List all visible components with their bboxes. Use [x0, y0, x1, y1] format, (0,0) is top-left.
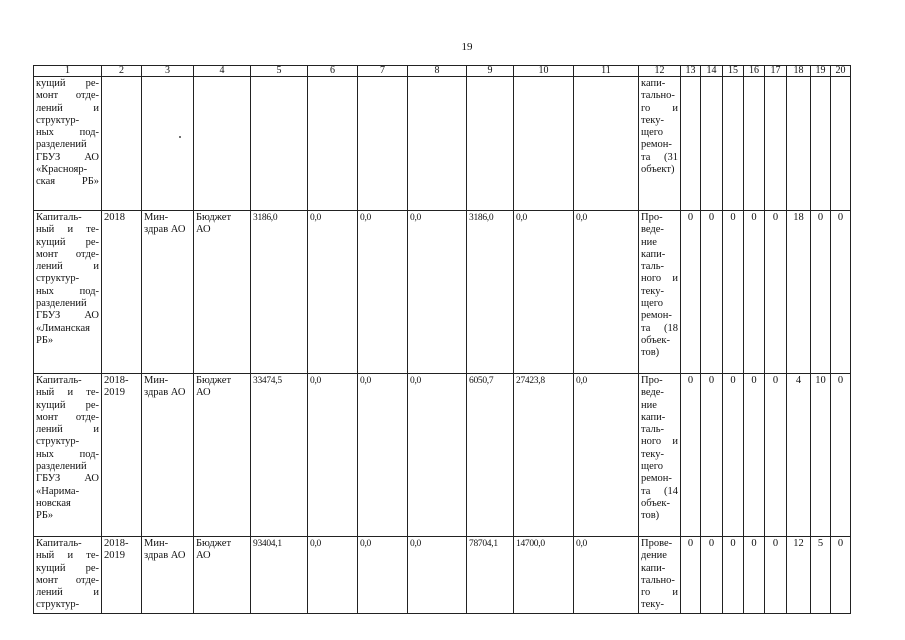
value-cell	[574, 77, 639, 211]
header-cell: 10	[514, 66, 574, 77]
value-cell: 0,0	[358, 211, 408, 374]
value-cell: 0,0	[408, 537, 467, 614]
total-cell: 3186,0	[251, 211, 308, 374]
indicator-cell: 5	[811, 537, 831, 614]
indicator-cell: 0	[701, 537, 723, 614]
indicator-cell	[787, 77, 811, 211]
value-cell: 0,0	[308, 211, 358, 374]
source-cell: Бюджет АО	[194, 211, 251, 374]
indicator-cell: 0	[765, 537, 787, 614]
measure-name-cell: Капиталь- ный и те- кущий ре- монт отде- лений и структур-	[34, 537, 102, 614]
header-cell: 14	[701, 66, 723, 77]
header-cell: 1	[34, 66, 102, 77]
indicator-cell: 18	[787, 211, 811, 374]
indicator-cell: 0	[681, 374, 701, 537]
value-cell	[358, 77, 408, 211]
header-cell: 18	[787, 66, 811, 77]
indicator-cell	[723, 77, 744, 211]
period-cell	[102, 77, 142, 211]
header-cell: 17	[765, 66, 787, 77]
result-cell: Прове- дение капи- тально- го и теку-	[639, 537, 681, 614]
indicator-cell	[744, 77, 765, 211]
indicator-cell: 0	[765, 374, 787, 537]
value-cell: 78704,1	[467, 537, 514, 614]
source-cell: Бюджет АО	[194, 374, 251, 537]
indicator-cell: 0	[681, 211, 701, 374]
indicator-cell	[831, 77, 851, 211]
indicator-cell	[811, 77, 831, 211]
result-cell: Про- веде- ние капи- таль- ного и теку- щего ремон- та (14 объек- тов)	[639, 374, 681, 537]
executor-cell	[142, 77, 194, 211]
indicator-cell: 0	[831, 211, 851, 374]
indicator-cell	[701, 77, 723, 211]
value-cell: 0,0	[514, 211, 574, 374]
header-cell: 20	[831, 66, 851, 77]
indicator-cell: 0	[831, 537, 851, 614]
value-cell	[308, 77, 358, 211]
source-cell	[194, 77, 251, 211]
value-cell: 0,0	[308, 537, 358, 614]
indicator-cell: 0	[723, 537, 744, 614]
value-cell: 0,0	[574, 211, 639, 374]
indicator-cell: 0	[765, 211, 787, 374]
period-cell: 2018	[102, 211, 142, 374]
total-cell: 33474,5	[251, 374, 308, 537]
table-row-continuation	[34, 77, 851, 211]
value-cell: 27423,8	[514, 374, 574, 537]
measure-name-cell: кущий ре- монт отде- лений и структур- ных под- разделений ГБУЗ АО «Краснояр- ская РБ»	[34, 77, 102, 211]
value-cell: 14700,0	[514, 537, 574, 614]
indicator-cell: 4	[787, 374, 811, 537]
measure-name-cell: Капиталь- ный и те- кущий ре- монт отде- лений и структур- ных под- разделений ГБУЗ АО «Нарима- новская РБ»	[34, 374, 102, 537]
page-number: 19	[461, 41, 473, 53]
header-row	[34, 66, 851, 77]
source-cell: Бюджет АО	[194, 537, 251, 614]
value-cell: 0,0	[308, 374, 358, 537]
value-cell: 0,0	[408, 374, 467, 537]
header-cell: 3	[142, 66, 194, 77]
header-cell: 4	[194, 66, 251, 77]
header-cell: 8	[408, 66, 467, 77]
value-cell	[408, 77, 467, 211]
total-cell: 93404,1	[251, 537, 308, 614]
header-cell: 12	[639, 66, 681, 77]
program-table	[33, 65, 851, 614]
indicator-cell: 0	[723, 211, 744, 374]
indicator-cell: 0	[723, 374, 744, 537]
indicator-cell: 0	[681, 537, 701, 614]
result-cell: Про- веде- ние капи- таль- ного и теку- щего ремон- та (18 объек- тов)	[639, 211, 681, 374]
header-cell: 19	[811, 66, 831, 77]
indicator-cell: 0	[701, 374, 723, 537]
header-cell: 11	[574, 66, 639, 77]
header-cell: 5	[251, 66, 308, 77]
value-cell: 0,0	[574, 374, 639, 537]
indicator-cell: 0	[744, 211, 765, 374]
header-cell: 16	[744, 66, 765, 77]
value-cell: 0,0	[358, 537, 408, 614]
header-cell: 2	[102, 66, 142, 77]
header-cell: 15	[723, 66, 744, 77]
value-cell	[467, 77, 514, 211]
indicator-cell	[681, 77, 701, 211]
value-cell: 0,0	[408, 211, 467, 374]
indicator-cell: 0	[831, 374, 851, 537]
indicator-cell: 0	[744, 374, 765, 537]
measure-name-cell: Капиталь- ный и те- кущий ре- монт отде- лений и структур- ных под- разделений ГБУЗ АО «Лиманская РБ»	[34, 211, 102, 374]
indicator-cell: 0	[811, 211, 831, 374]
period-cell: 2018- 2019	[102, 537, 142, 614]
table-row	[34, 211, 851, 374]
indicator-cell: 0	[744, 537, 765, 614]
executor-cell: Мин- здрав АО	[142, 211, 194, 374]
header-cell: 7	[358, 66, 408, 77]
header-cell: 6	[308, 66, 358, 77]
indicator-cell: 12	[787, 537, 811, 614]
table-row	[34, 374, 851, 537]
indicator-cell	[765, 77, 787, 211]
result-cell: капи- тально- го и теку- щего ремон- та (31 объект)	[639, 77, 681, 211]
header-cell: 13	[681, 66, 701, 77]
period-cell: 2018- 2019	[102, 374, 142, 537]
header-cell: 9	[467, 66, 514, 77]
total-cell	[251, 77, 308, 211]
executor-cell: Мин- здрав АО	[142, 537, 194, 614]
indicator-cell: 0	[701, 211, 723, 374]
value-cell: 0,0	[358, 374, 408, 537]
indicator-cell: 10	[811, 374, 831, 537]
executor-cell: Мин- здрав АО	[142, 374, 194, 537]
value-cell: 3186,0	[467, 211, 514, 374]
value-cell: 6050,7	[467, 374, 514, 537]
value-cell: 0,0	[574, 537, 639, 614]
table-row	[34, 537, 851, 614]
value-cell	[514, 77, 574, 211]
